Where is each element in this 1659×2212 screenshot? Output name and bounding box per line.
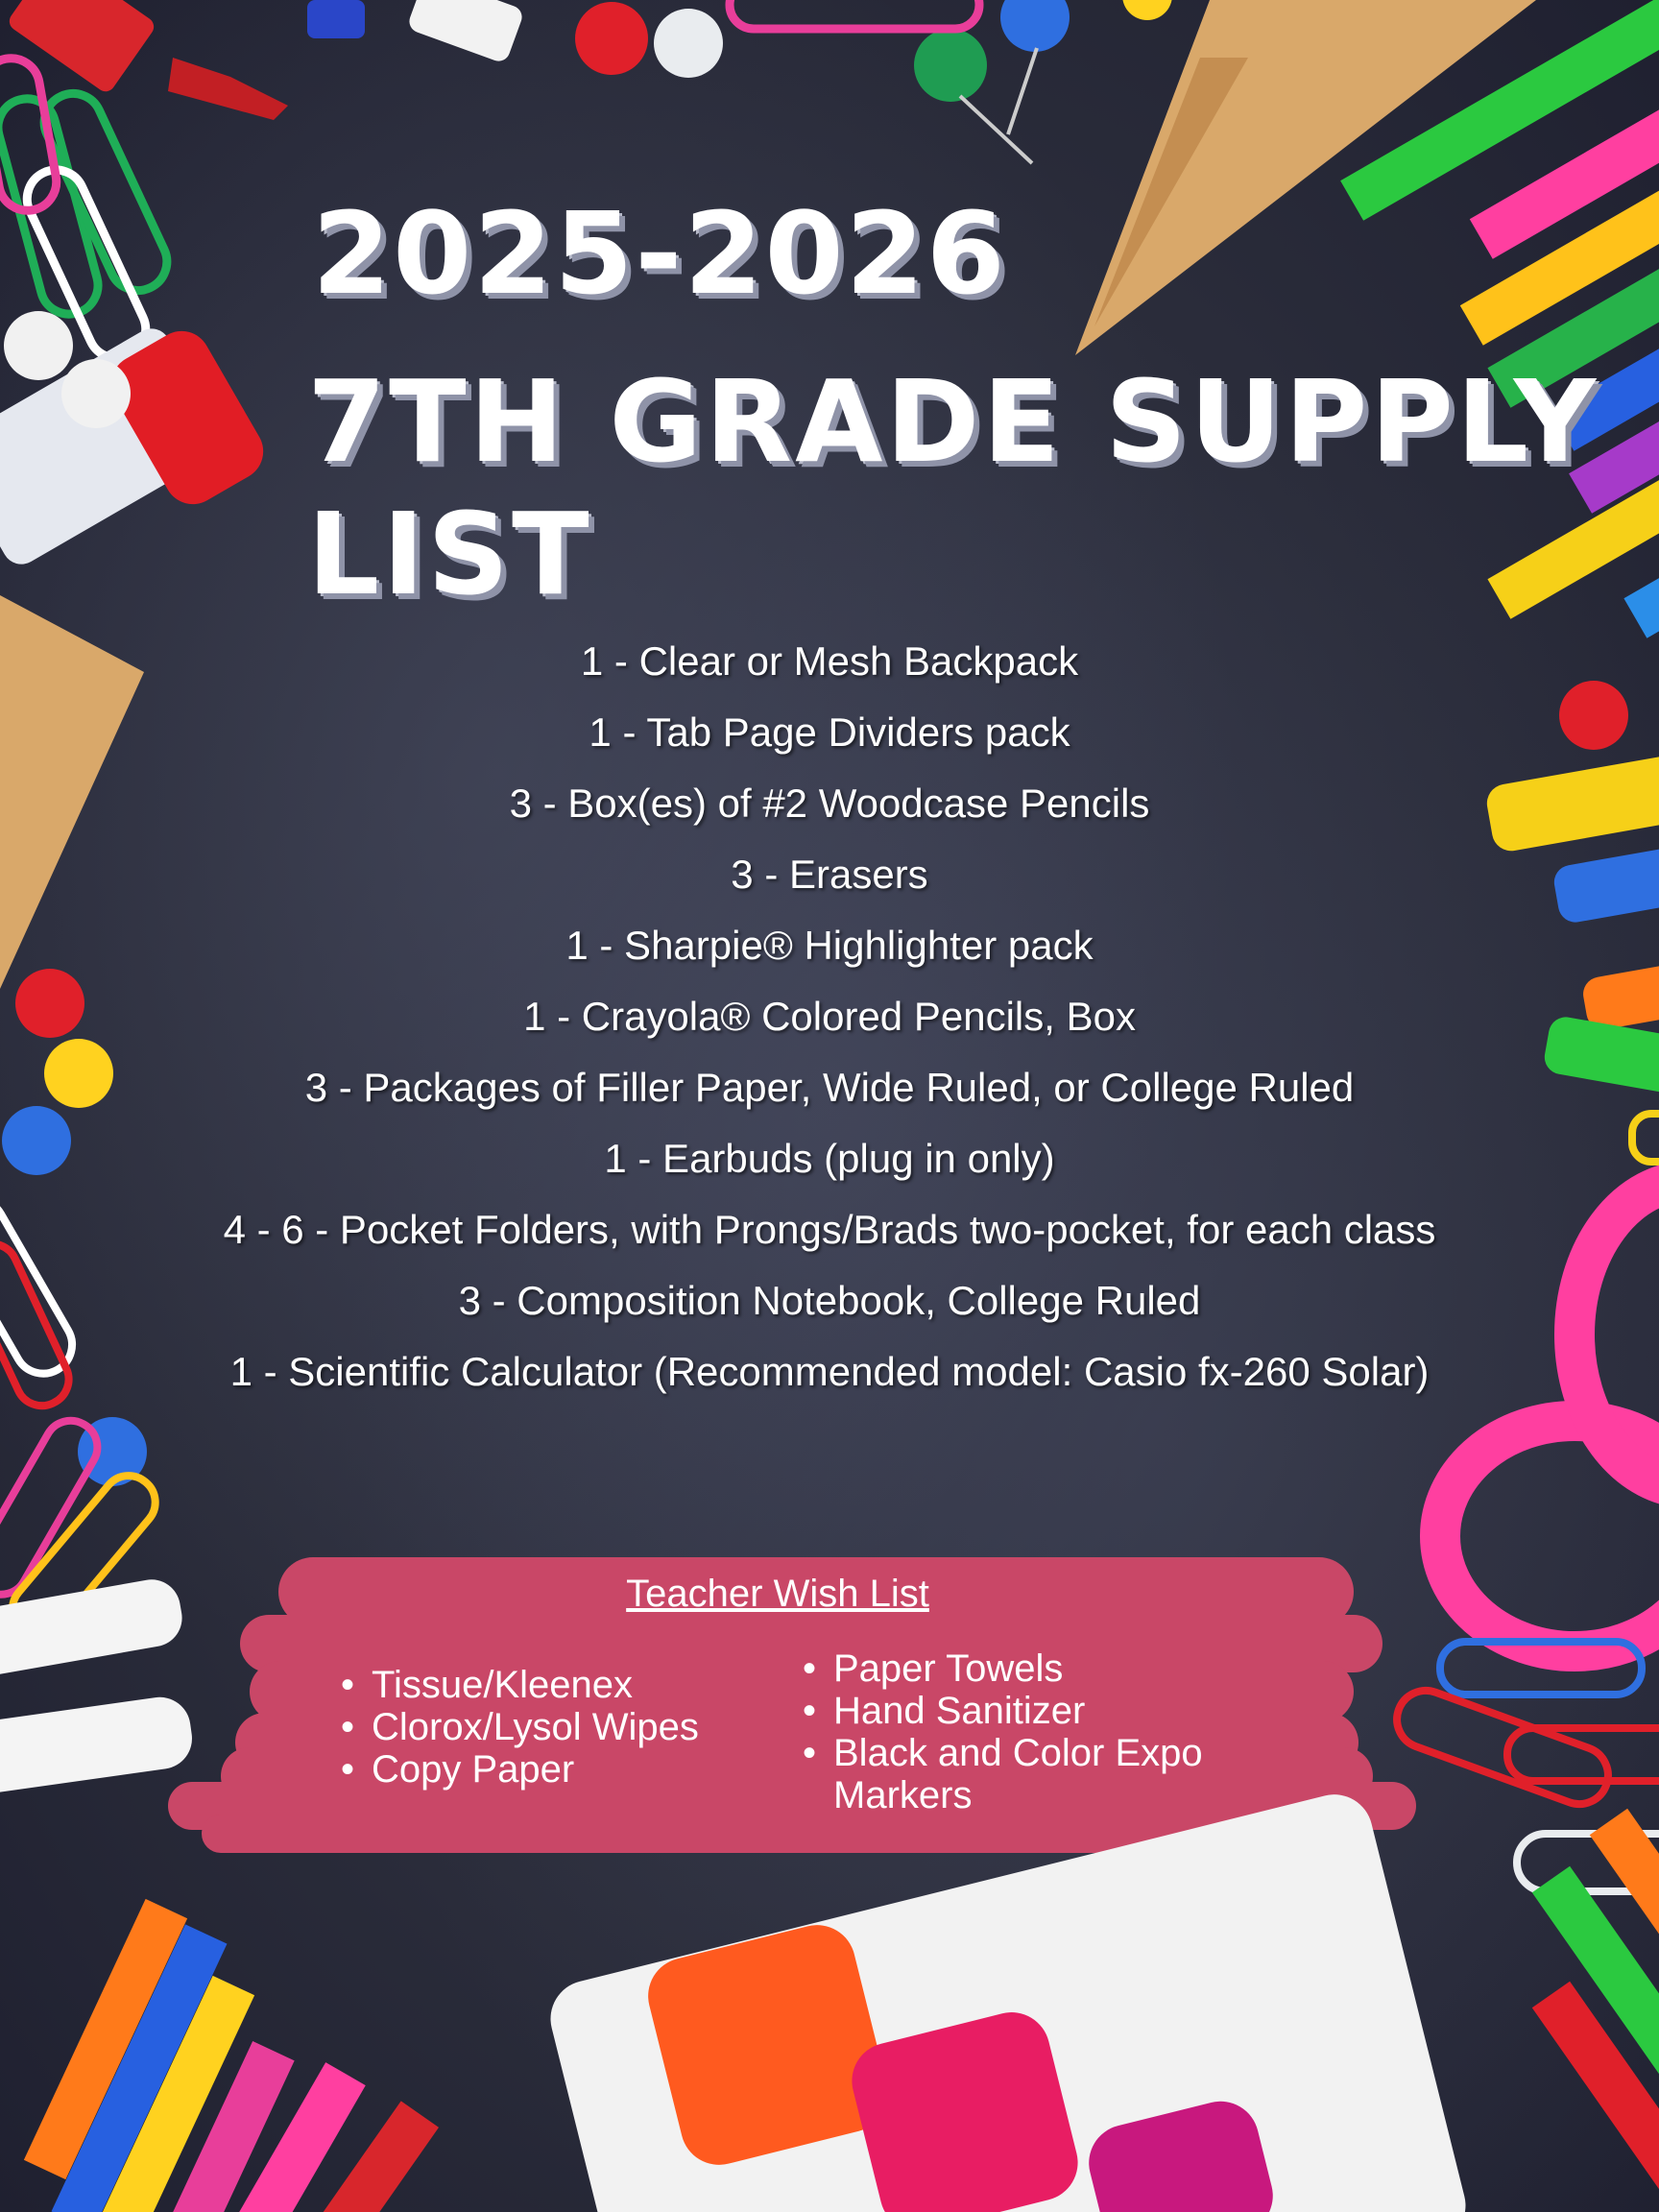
list-item: 3 - Packages of Filler Paper, Wide Ruled, or College Ruled: [304, 1065, 1355, 1110]
title-year: 2025-2026: [312, 187, 1007, 320]
list-item: 1 - Earbuds (plug in only): [604, 1136, 1055, 1181]
list-item: 1 - Crayola® Colored Pencils, Box: [523, 994, 1136, 1039]
glue-stick-icon: [0, 311, 274, 571]
push-pins-icon: [2, 969, 147, 1486]
wish-list-title: Teacher Wish List: [626, 1573, 929, 1615]
wish-item: • Paper Towels: [803, 1647, 1244, 1690]
list-item: 3 - Box(es) of #2 Woodcase Pencils: [509, 781, 1150, 826]
list-item: 1 - Scientific Calculator (Recommended model: Casio fx-260 Solar): [229, 1349, 1430, 1394]
list-item: 3 - Erasers: [731, 852, 928, 897]
list-item: 1 - Sharpie® Highlighter pack: [565, 923, 1094, 968]
page-title: 7TH GRADE SUPPLY LIST: [307, 355, 1599, 620]
wish-list-left: [341, 1664, 763, 1791]
list-item: 1 - Clear or Mesh Backpack: [580, 638, 1079, 684]
wish-item: • Hand Sanitizer: [803, 1690, 1244, 1732]
chalk-icon: [0, 1575, 196, 1797]
colored-pencils-icon: [24, 1899, 439, 2212]
paper-clips-icon: [0, 1189, 166, 1646]
wish-item: • Tissue/Kleenex: [341, 1664, 763, 1706]
colored-pencils-icon: [1532, 1809, 1659, 2212]
list-item: 4 - 6 - Pocket Folders, with Prongs/Brads two-pocket, for each class: [223, 1207, 1436, 1252]
list-item: 1 - Tab Page Dividers pack: [589, 709, 1070, 755]
supply-list: [144, 634, 1515, 1415]
wish-list-right: [803, 1647, 1244, 1816]
markers-icon: [6, 0, 525, 120]
wish-item: • Copy Paper: [341, 1748, 763, 1791]
list-item: 3 - Composition Notebook, College Ruled: [458, 1278, 1201, 1323]
wish-item: • Black and Color Expo Markers: [803, 1732, 1244, 1816]
ruler-icon: [0, 595, 144, 989]
wish-item: • Clorox/Lysol Wipes: [341, 1706, 763, 1748]
